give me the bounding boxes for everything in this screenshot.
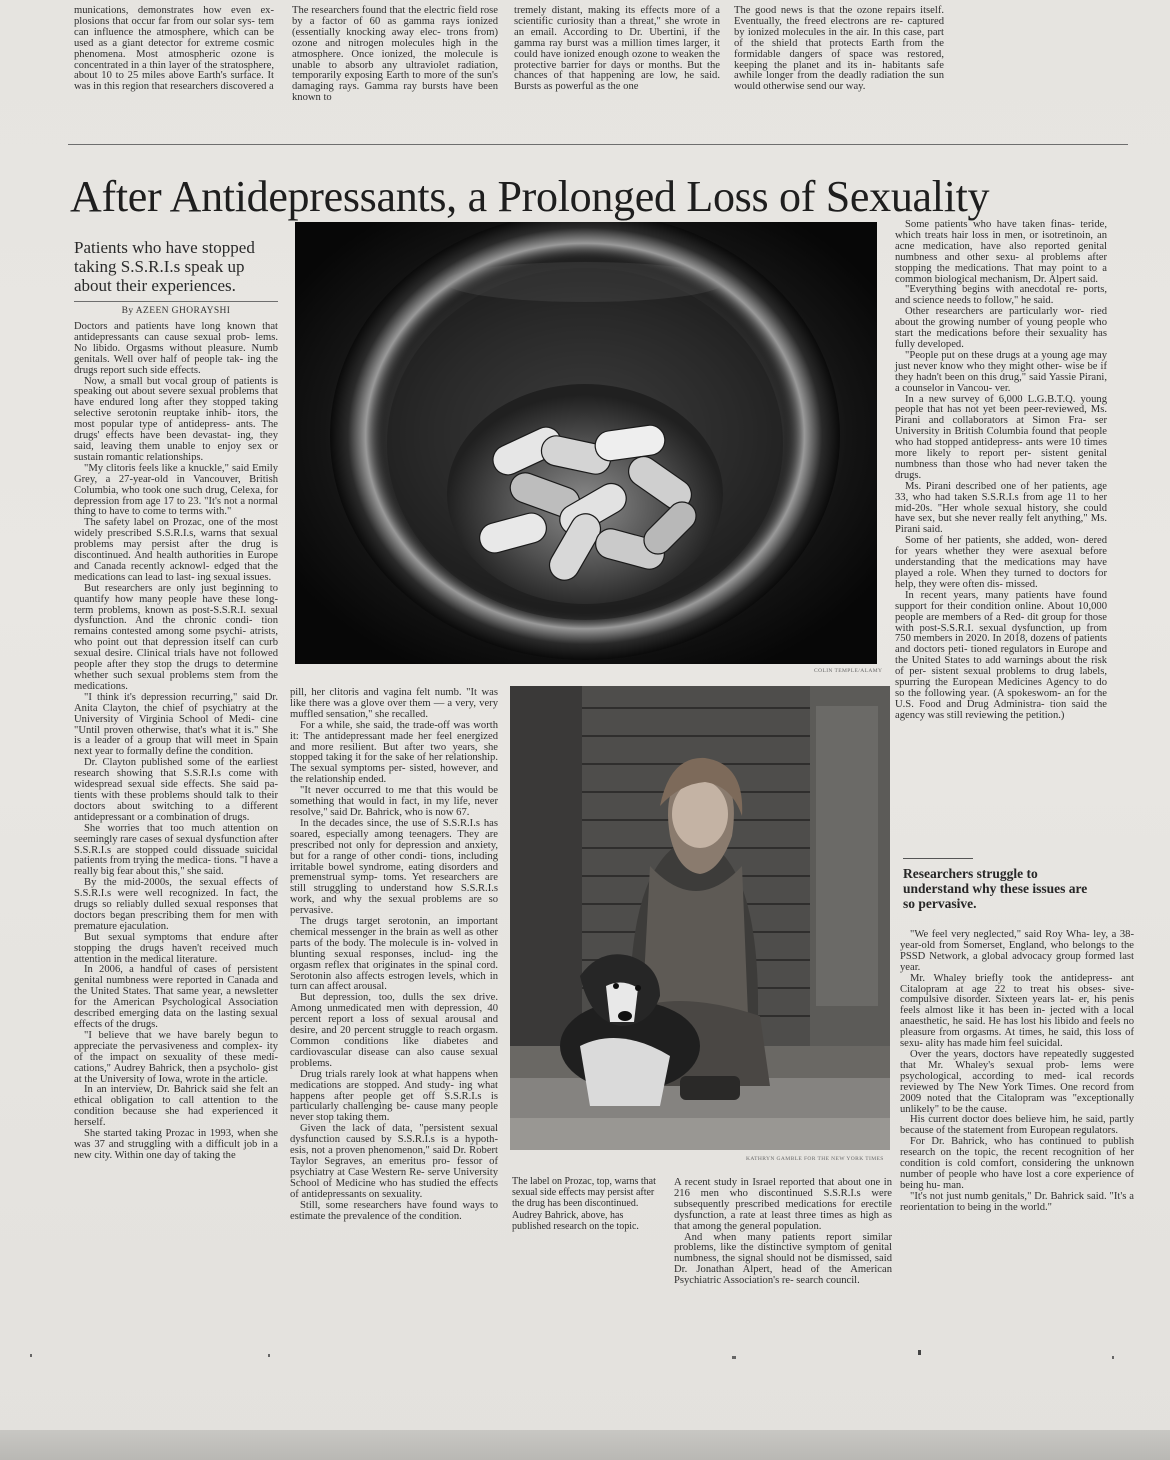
paragraph: In an interview, Dr. Bahrick said she felt an ethical obligation to call attention to the condition because she had experienced it herself.: [74, 1084, 278, 1129]
photo-caption: The label on Prozac, top, warns that sexual side effects may persist after the drug has been discontinued. Audrey Bahrick, above, has published research on the topic.: [512, 1176, 656, 1232]
photo-credit-2: KATHRYN GAMBLE FOR THE NEW YORK TIMES: [746, 1156, 884, 1162]
paragraph: "I think it's depression recurring," said Dr. Anita Clayton, the chief of psychiatry at the University of Virginia School of Medi- cine "Until proven otherwise, that's what it is." She is a leader of a group that will meet in Spain next year to formally define the condition.: [74, 691, 278, 758]
paragraph: But depression, too, dulls the sex drive. Among unmedicated men with depression, 40 percent report a loss of sexual arousal and desire, and 20 percent struggle to reach orgasm. Common conditions like diabetes and cardiovascular disease can also cause sexual problems.: [290, 992, 498, 1069]
paragraph: His current doctor does believe him, he said, partly because of the statement from European regulators.: [900, 1114, 1134, 1137]
paragraph: But sexual symptoms that endure after stopping the drugs haven't received much attention in the medical literature.: [74, 931, 278, 965]
paper-speck: [268, 1354, 270, 1357]
paragraph: "We feel very neglected," said Roy Wha- ley, a 38-year-old from Somerset, England, who belongs to the PSSD Network, a global advocacy group formed last year.: [900, 929, 1134, 973]
section-divider: [68, 144, 1128, 145]
paragraph: Dr. Clayton published some of the earliest research showing that S.S.R.I.s come with widespread sexual side effects. She said pa- tients with these problems should talk to their doctors about switching to a different antidepressant or a combination of drugs.: [74, 757, 278, 823]
paragraph: Some of her patients, she added, won- dered for years whether they were asexual before understanding that the medications may have played a role. When they turned to doctors for help, they were often dis- missed.: [895, 535, 1107, 590]
paragraph: "It never occurred to me that this would be something that would in fact, in my life, never resolve," said Dr. Bahrick, who is now 67.: [290, 785, 498, 818]
paragraph: "People put on these drugs at a young age may just never know who they might other- wise be if they hadn't been on this drug," said Yassie Pirani, a counselor in Vancou- ver.: [895, 349, 1107, 394]
article-column-5-continued: [900, 930, 1134, 1214]
paragraph: She worries that too much attention on seemingly rare cases of sexual dysfunction after S.S.R.I.s are stopped could dissuade suicidal patients from trying the medica- tions. "I have a really big fear about this," she said.: [74, 822, 278, 878]
paragraph: Still, some researchers have found ways to estimate the prevalence of the condition.: [290, 1199, 498, 1222]
paragraph: "I believe that we have barely begun to appreciate the pervasiveness and complex- ity of the impact on sexuality of these medi- cations," Audrey Bahrick, then a psycholo- gist at the University of Iowa, wrote in the article.: [74, 1029, 278, 1085]
headline: After Antidepressants, a Prolonged Loss of Sexuality: [70, 172, 990, 221]
pill-bottle-image: [295, 222, 877, 664]
article-column-1: [74, 322, 278, 1162]
portrait-photo: [510, 686, 890, 1150]
table-surface: [0, 1430, 1170, 1460]
paper-speck: [918, 1350, 921, 1355]
paragraph: In a new survey of 6,000 L.G.B.T.Q. young people that has not yet been peer-reviewed, Ms. Pirani and collaborators at Simon Fra- ser University in British Columbia found that people who had stopped antidepress- ants were 10 times more likely to report per- sistent genital numbness than those who had never taken the drugs.: [895, 393, 1107, 481]
paragraph: The drugs target serotonin, an important chemical messenger in the brain as well as other parts of the body. The molecule is in- volved in blunting sexual responses, includ- ing the orgasm reflex that originates in the spinal cord. Serotonin also affects estrogen levels, which in turn can affect arousal.: [290, 916, 498, 993]
paragraph: She started taking Prozac in 1993, when she was 37 and struggling with a difficult job in a new city. Within one day of taking the: [74, 1128, 278, 1161]
paragraph: "My clitoris feels like a knuckle," said Emily Grey, a 27-year-old in Vancouver, British Columbia, who took one such drug, Celexa, for depression from age 17 to 23. "It's not a normal thing to have to come to terms with.": [74, 462, 278, 518]
paragraph: "It's not just numb genitals," Dr. Bahrick said. "It's a reorientation to being in the world.": [900, 1190, 1134, 1213]
paragraph: The safety label on Prozac, one of the most widely prescribed S.S.R.I.s, warns that sexual problems may persist after the drug is discontinued. And health authorities in Europe and Canada recently acknowl- edged that the medications can lead to last- ing sexual issues.: [74, 517, 278, 583]
pill-bottle-photo: [295, 222, 877, 664]
article-column-5: [895, 220, 1107, 722]
paragraph: For Dr. Bahrick, who has continued to publish research on the topic, the recent recognition of her condition is cold comfort, considering the unknown number of people who have lost a core experience of being hu- man.: [900, 1136, 1134, 1191]
article-column-4: [674, 1178, 892, 1287]
paragraph: Doctors and patients have long known that antidepressants can cause sexual prob- lems. No libido. Orgasms without pleasure. Numb genitals. Well over half of people tak- ing the drugs report such side effects.: [74, 321, 278, 376]
paragraph: Drug trials rarely look at what happens when medications are stopped. And study- ing what happens after people get off S.S.R.I.s is particularly challenging be- cause many people never stop taking them.: [290, 1068, 498, 1124]
paper-speck: [732, 1356, 736, 1359]
top-column-1: munications, demonstrates how even ex- plosions that occur far from our solar sys- tem can influence the atmosphere, which can be used as a giant detector for extreme cosmic phenomena. Most atmospheric ozone is concentrated in a thin layer of the stratosphere, about 10 to 25 miles above Earth's surface. It was in this region that researchers discovered a: [74, 5, 274, 93]
subhead: Researchers struggle to understand why these issues are so pervasive.: [903, 866, 1088, 911]
deck: Patients who have stopped taking S.S.R.I.s speak up about their experiences.: [74, 238, 255, 295]
paragraph: In 2006, a handful of cases of persistent genital numbness were reported in Canada and the United States. That same year, a newsletter for the American Psychological Association described emerging data on the lasting sexual effects of the drugs.: [74, 964, 278, 1030]
paragraph: Other researchers are particularly wor- ried about the growing number of young people who start the medications before their sexuality has fully developed.: [895, 306, 1107, 350]
paragraph: For a while, she said, the trade-off was worth it: The antidepressant made her feel energized and more resilient. But after two years, she stopped taking it for the sake of her relationship. The sexual symptoms per- sisted, however, and the relationship ended.: [290, 719, 498, 786]
paragraph: And when many patients report similar problems, like the distinctive symptom of genital numbness, the signal should not be dismissed, said Dr. Jonathan Alpert, head of the American Psychiatric Association's re- search council.: [674, 1231, 892, 1287]
photo-credit-1: COLIN TEMPLE/ALAMY: [814, 668, 883, 674]
paragraph: Given the lack of data, "persistent sexual dysfunction caused by S.S.R.I.s is a hypoth- esis, not a proven phenomenon," said Dr. Robert Taylor Segraves, an emeritus pro- fessor of psychiatry at Case Western Re- serve University School of Medicine who has studied the effects of antidepressants on sexuality.: [290, 1123, 498, 1200]
paragraph: In recent years, many patients have found support for their condition online. About 10,000 people are members of a Red- dit group for those with post-S.S.R.I. sexual dysfunction, up from 750 members in 2020. In 2018, dozens of patients and doctors peti- tioned regulators in Europe and the United States to add warnings about the risk of per- sistent sexual problems to drug labels, spurring the European Medicines Agency to do so the following year. (A spokeswom- an for the U.S. Food and Drug Administra- tion said the agency was still reviewing the petition.): [895, 589, 1107, 721]
top-column-4: The good news is that the ozone repairs itself. Eventually, the freed electrons are re- captured by ionized molecules in the air. In this case, part of the shield that protects Earth from the formidable dangers of space was restored, keeping the planet and its in- habitants safe awhile longer from the deadly radiation the sun would otherwise send our way.: [734, 5, 944, 93]
paragraph: But researchers are only just beginning to quantify how many people have these long-term problems, known as post-S.S.R.I. sexual dysfunction. And the chronic condi- tion remains contested among some psychi- atrists, who point out that depression itself can curb sexual desire. Clinical trials have not followed people after they stop the drugs to determine whether such sexual problems stem from the medications.: [74, 582, 278, 692]
paragraph: By the mid-2000s, the sexual effects of S.S.R.I.s were well recognized. In fact, the drugs so reliably dulled sexual responses that doctors began prescribing them for men with premature ejaculation.: [74, 877, 278, 932]
woman-with-dog-image: [510, 686, 890, 1150]
paragraph: Ms. Pirani described one of her patients, age 33, who had taken S.S.R.I.s from age 11 to her mid-20s. "Her whole sexual history, she could have sex, but she never really felt anything," Ms. Pirani said.: [895, 480, 1107, 536]
paragraph: A recent study in Israel reported that about one in 216 men who discontinued S.S.R.I.s were subsequently prescribed medications for erectile dysfunction, a rate at least three times as high as that among the general population.: [674, 1177, 892, 1232]
paper-speck: [30, 1354, 32, 1357]
top-column-3: tremely distant, making its effects more of a scientific curiosity than a threat," she wrote in an email. According to Dr. Ubertini, if the gamma ray burst was a million times larger, it could have ionized enough ozone to weaken the protective barrier for days or months. But the chances of that happening are low, he said. Bursts as powerful as the one: [514, 5, 720, 93]
paragraph: Now, a small but vocal group of patients is speaking out about severe sexual problems that have endured long after they stopped taking selective serotonin reuptake inhib- itors, the most popular type of antidepress- ants. The drugs' effects have been devastat- ing, they said, leaving them unable to enjoy sex or sustain romantic relationships.: [74, 375, 278, 463]
paragraph: Mr. Whaley briefly took the antidepress- ant Citalopram at age 22 to treat his obses- sive-compulsive disorder. Sixteen years lat- er, his penis feels almost like it has been in- jected with a local anaesthetic, he said. He has lost his libido and feels no pleasure from orgasms. At times, he said, this loss of sexu- ality has made him feel suicidal.: [900, 972, 1134, 1050]
paragraph: Over the years, doctors have repeatedly suggested that Mr. Whaley's sexual prob- lems were psychological, according to med- ical records reviewed by The New York Times. One record from 2009 noted that the Citalopram was "exceptionally unlikely" to be the cause.: [900, 1048, 1134, 1115]
deck-rule: [74, 301, 278, 302]
top-column-2: The researchers found that the electric field rose by a factor of 60 as gamma rays ionized (essentially knocking away elec- trons from) ozone and nitrogen molecules high in the atmosphere. Once ionized, the molecule is unable to absorb any ultraviolet radiation, temporarily exposing Earth to more of the sun's damaging rays. Gamma ray bursts have been known to: [292, 5, 498, 104]
paragraph: "Everything begins with anecdotal re- ports, and science needs to follow," he said.: [895, 284, 1107, 307]
article-column-2: [290, 688, 498, 1222]
paper-speck: [1112, 1356, 1114, 1359]
paragraph: In the decades since, the use of S.S.R.I.s has soared, especially among teenagers. They are prescribed not only for depression and anxiety, but for a range of other condi- tions, including irritable bowel syndrome, eating disorders and premenstrual symp- toms. Yet researchers are still struggling to understand how S.S.R.I.s work, and why the sexual problems are so pervasive.: [290, 817, 498, 917]
byline: By AZEEN GHORAYSHI: [121, 306, 231, 316]
paragraph: pill, her clitoris and vagina felt numb. "It was like there was a glove over them — a very, very muffled sensation," she recalled.: [290, 687, 498, 720]
subhead-rule: [903, 858, 973, 859]
paragraph: Some patients who have taken finas- teride, which treats hair loss in men, or isotretinoin, an acne medication, have also reported genital numbness and other sexu- al problems after stopping the medications. That may point to a common biological mechanism, Dr. Alpert said.: [895, 219, 1107, 285]
